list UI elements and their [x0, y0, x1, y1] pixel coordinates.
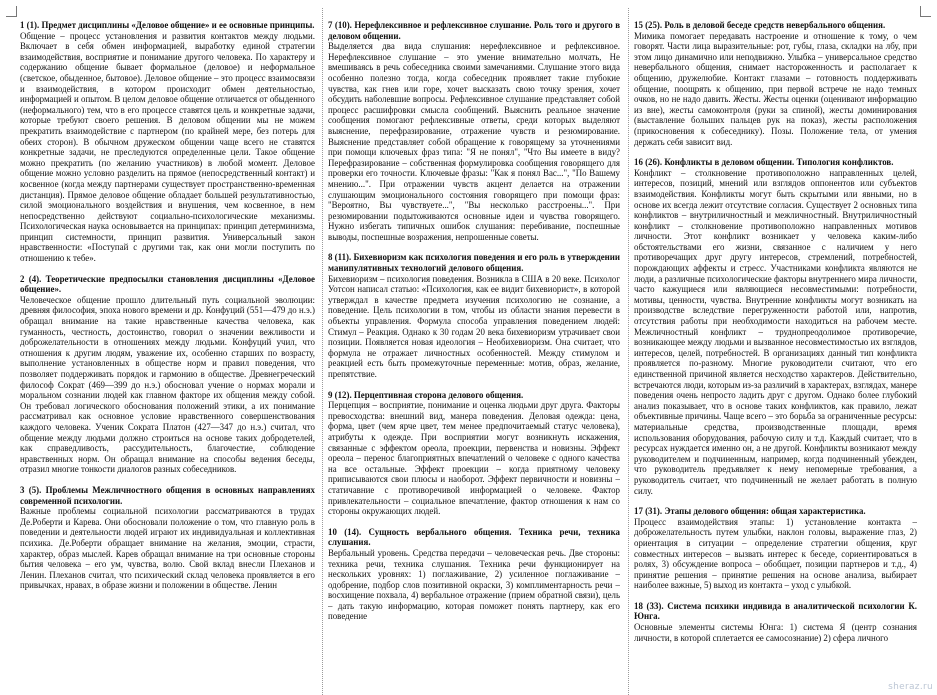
- section-text: Основные элементы системы Юнга: 1) система Я (центр сознания личности, в которой сплетается ее самосознание) 2) сфера личного: [634, 622, 917, 643]
- section-15: [634, 20, 917, 147]
- section-heading: 8 (11). Бихевиоризм как психология поведения и его роль в утверждении манипулятивных технологий делового общения.: [328, 252, 620, 274]
- watermark: sheraz.ru: [888, 682, 933, 692]
- section-text: Перцепция – восприятие, понимание и оценка людьми друг друга. Факторы превосходства: внешний вид, манера поведения. Деловая одежда: цена, форма, цвет (чем ярче цвет, тем менее предпочитаемый статус человека), атрибуты к одежде. При восприятии могут возникнуть искажения, связанные с эффектом ореола, проекции, первенства и новизны. Эффект ореола – перенос благоприятных впечатлений о человеке с одного качества на все остальные. Эффект проекции – когда приятному человеку приписываются свои плюсы и наоборот. Эффект первичности и новизны – статичавние с противоречивой информацией о человеке. Фактор привлекательности – социальное впечатление, фактор отношения к нам со стороны окружающих людей.: [328, 400, 620, 517]
- section-7: [328, 20, 620, 242]
- section-1: [20, 20, 315, 264]
- section-17: [634, 506, 917, 591]
- section-heading: 10 (14). Сущность вербального общения. Техника речи, техника слушания.: [328, 526, 620, 548]
- section-3: [20, 485, 315, 591]
- section-text: Человеческое общение прошло длительный путь социальной эволюции: древняя философия, эпоха нового времени и др. Конфуций (551—479 до н.э.) обращал внимание на такие нравственные качества человека, как гуманность, честность, достоинство, говорил о значении вежливости и доброжелательности в отношениях между людьми. Конфуций учил, что отношения к другим людям, уважение их, особенно старших по возрасту, выполнение установленных в обществе норм и правил поведения, что позволяет поддерживать порядок и гармонию в обществе. Древнегреческий философ Сократ (469—399 до н.э.) обосновал учение о нормах морали и моральном сознании людей как главном факторе их общения между собой. Он требовал логического обоснования положений этики, а их понимание рассматривал как основное условие нравственного совершенствования каждого человека. Ученик Сократа Платон (427—347 до н.э.) считал, что общение между людьми должно строиться на основе таких добродетелей, как справедливость, рассудительность, благочестие, соблюдение нравственных норм. Он обращал внимание на способы ведения беседы, отразил многие тонкости диалогов разных собеседников.: [20, 294, 315, 475]
- section-18: [634, 601, 917, 643]
- section-text: Общение – процесс установления и развития контактов между людьми. Включает в себя обмен информацией, выработку единой стратегии взаимодействия, восприятие и понимание другого человека. По характеру и содержанию общение бывает формальное (деловое) и неформальное (светское, обыденное, бытовое). Деловое общение – это процесс взаимосвязи и взаимодействия, в котором происходит обмен деятельностью, информацией и опытом. В целом деловое общение отличается от обыденного (неформального) тем, что в его процессе ставятся цель и конкретные задачи, которые требуют своего решения. В деловом общении мы не можем прекратить взаимодействие с партнером (по крайней мере, без потерь для обеих сторон). В обычном дружеском общении чаще всего не ставятся конкретные задачи, не преследуются определенные цели. Такое общение можно прекратить (по желанию участников) в любой момент. Деловое общение можно условно разделить на прямое (непосредственный контакт) и косвенное (когда между партнерами существует пространственно-временная дистанция). Прямое деловое общение обладает большей результативностью, силой эмоционального воздействия и внушения, чем косвенное, в нем непосредственно действуют социально-психологические механизмы. Психологическая наука основывается на принципах: принцип детерминизма, принцип системности, принцип развития. Универсальный закон нравственности: «Поступай с другими так, как они могли поступить по отношению к тебе».: [20, 30, 315, 264]
- column-divider-2: [628, 8, 629, 695]
- section-text: Бихевиоризм – психология поведения. Возникла в США в 20 веке. Психолог Уотсон написал статью: «Психология, как ее видит бихевиорист», в которой утверждал в качестве предмета изучения психологию не сознание, а поведение. Цель психологии в том, чтобы из области знания перевести в объекты управления. Формула способа управления поведением людей: Стимул – Реакция. Однако к 30 годам 20 века бихевиоризм утрачивает свои позиции. Появляется новая идеология – Необихевиоризм. Она считает, что формула не отражает личностных особенностей. Между стимулом и реакцией есть быть промежуточные переменные: мотив, образ, желание, препятствие.: [328, 273, 620, 379]
- section-text: Выделяется два вида слушания: нерефлексивное и рефлексивное. Нерефлексивное слушание – это умение внимательно молчать, Не вмешиваясь в речь собеседника своими замечаниями. Слушание этого вида особенно полезно тогда, когда собеседник проявляет такие глубокие чувства, как гнев или горе, хочет высказать свою точку зрения, хочет обсудить наболевшие вопросы. Рефлексивное слушание представляет собой процесс расшифровки смысла сообщений. Выяснить реальное значение сообщения помогают рефлексивные ответы, среди которых выделяют выяснение, перефразирование, отражение чувств и резюмирование. Выяснение представляет собой обращение к говорящему за уточнениями при помощи ключевых фраз типа: "Я не понял", "Что Вы имеете в виду? Перефразирование – собственная формулировка сообщения говорящего для проверки его точности. Ключевые фразы: "Как я понял Вас...", "По Вашему мнению...". При отражении чувств акцент делается на отражении слушающим эмоционального состояния говорящего при помощи фраз: "Вероятно, Вы чувствуете...", "Вы несколько расстроены...". При резюмировании подытоживаются основные идеи и чувства говорящего. Нужно избегать типичных ошибок слушания: перебивание, поспешные выводы, поспешные возражения, непрошенные советы.: [328, 41, 620, 242]
- section-heading: 3 (5). Проблемы Межличностного общения в основных направлениях современной психологии.: [20, 484, 315, 506]
- section-text: Конфликт – столкновение противоположно направленных целей, интересов, позиций, мнений или взглядов оппонентов или субъектов взаимодействия. Конфликты могут быть скрытыми или явными, но в основе их всегда лежит отсутствие согласия. Существует 2 основных типа конфликтов – внутриличностный и межличностный. Внутриличностный конфликт – столкновение противоположно направленных мотивов личности. Этот конфликт возникает у человека каким-либо обстоятельствами его жизни, связанное с наличием у него противоречащих друг другу интересов, стремлений, потребностей, порождающих аффекты и стресс. Участниками конфликта являются не люди, а различные психологические факторы внутреннего мира личности, часто кажущиеся или являющиеся несовместимыми: потребности, мотивы, ценности, чувства. Внутренние конфликты могут возникать на производстве вследствие перегруженности работой или, напротив, отсутствия работы при необходимости находиться на рабочем месте. Межличностный конфликт – труднопреодолимое противоречие, возникающее между людьми и вызванное несовместимостью их взглядов, интересов, целей, потребностей. В организациях данный тип конфликта проявляется по-разному. Многие руководители считают, что его единственной причиной является несходство характеров. Действительно, встречаются люди, которым из-за различий в характерах, взглядах, манере поведения очень непросто ладить друг с другом. Однако более глубокий анализ показывает, что в основе таких конфликтов, как правило, лежат объективные причины. Чаще всего – это борьба за ограниченные ресурсы: материальные средства, производственные площади, время использования оборудования, рабочую силу и т.д. Каждый считает, что в ресурсах нуждается именно он, а не другой. Конфликты возникают между руководителем и подчиненным, например, когда подчиненный убежден, что руководитель предъявляет к нему непомерные требования, а руководитель считает, что подчиненный не желает работать в полную силу.: [634, 167, 917, 496]
- section-heading: 18 (33). Система психики индивида в аналитической психологии К. Юнга.: [634, 600, 917, 622]
- crop-mark-top-left: [6, 6, 17, 17]
- section-heading: 16 (26). Конфликты в деловом общении. Типология конфликтов.: [634, 157, 894, 168]
- column-3: [634, 20, 917, 695]
- section-9: [328, 390, 620, 517]
- column-1: [20, 20, 315, 695]
- section-heading: 2 (4). Теоретические предпосылки становления дисциплины «Деловое общение».: [20, 273, 315, 295]
- crop-mark-top-right: [920, 6, 931, 17]
- section-text: Вербальный уровень. Средства передачи – человеческая речь. Две стороны: техника речи, техника слушания. Техника речи функционирует на нескольких уровнях: 1) поглаживание, 2) усиленное поглаживание – одобрение, подбор слов позитивной окраски, 3) комплиментарность речи – восхищение похвала, 4) вербальное отражение (прием обратной связи), цель – дать такую информацию, которая поможет понять партнеру, как его поведение: [328, 547, 620, 622]
- section-10: [328, 527, 620, 622]
- column-2: [328, 20, 620, 695]
- section-text: Процесс взаимодействия этапы: 1) установление контакта – доброжелательность путем улыбки, наклон головы, выражение глаз, 2) ориентация в ситуации – определение стратегии общения, круг совместных интересов – вызвать интерес к беседе, сориентироваться в ролях, 3) обсуждение вопроса – обобщает, позиции партнеров и т.д., 4) принятие решения – принятие решения на основе анализа, выбирает наиболее важные, 5) выход из контакта – уход с улыбкой.: [634, 516, 917, 591]
- section-text: Важные проблемы социальной психологии рассматриваются в трудах Де.Роберти и Карева. Они обосновали положение о том, что главную роль в поведении и деятельности людей играют их индивидуальная и коллективная психика. Де.Роберти обращает внимание на желания, эмоции, страсти, характер, образ мыслей. Карев обращал внимание на три основные стороны бытия человека – его ум, чувства, волю. Свой вклад внесли Плеханов и Ленин. Плеханов считал, что психический склад человека проявляется в его привычках, нравах, в образе жизни и положении в обществе. Ленин: [20, 506, 315, 591]
- section-heading: 17 (31). Этапы делового общения: общая характеристика.: [634, 506, 866, 517]
- section-2: [20, 274, 315, 475]
- section-heading: 7 (10). Нерефлексивное и рефлексивное слушание. Роль того и другого в деловом общении.: [328, 20, 620, 41]
- section-heading: 15 (25). Роль в деловой беседе средств невербального общения.: [634, 20, 886, 30]
- section-8: [328, 252, 620, 379]
- section-heading: 9 (12). Перцептивная сторона делового общения.: [328, 389, 524, 400]
- section-text: Мимика помогает передавать настроение и отношение к тому, о чем говорят. Части лица выразительные: рот, губы, глаза, складки на лбу, при этом лицо динамично или неподвижно. Улыбка – универсальное средство невербального общения, снимает настороженность и располагает к общению, дружелюбие. Контакт глазами – готовность поддерживать общение, поощрять к общению, при первой встрече не надо темных очков, но не надо давить. Жесты. Жесты оценки (оценивают информацию из вне), жесты самоконтроля (руки за спиной), жесты доминирования (выставление больших пальцев рук на показ), жесты расположения (прикосновения к собеседнику). Позы. Положение тела, от умения держать себя зависит вид.: [634, 30, 917, 147]
- section-heading: 1 (1). Предмет дисциплины «Деловое общение» и ее основные принципы.: [20, 20, 315, 30]
- column-divider-1: [322, 8, 323, 695]
- section-16: [634, 157, 917, 496]
